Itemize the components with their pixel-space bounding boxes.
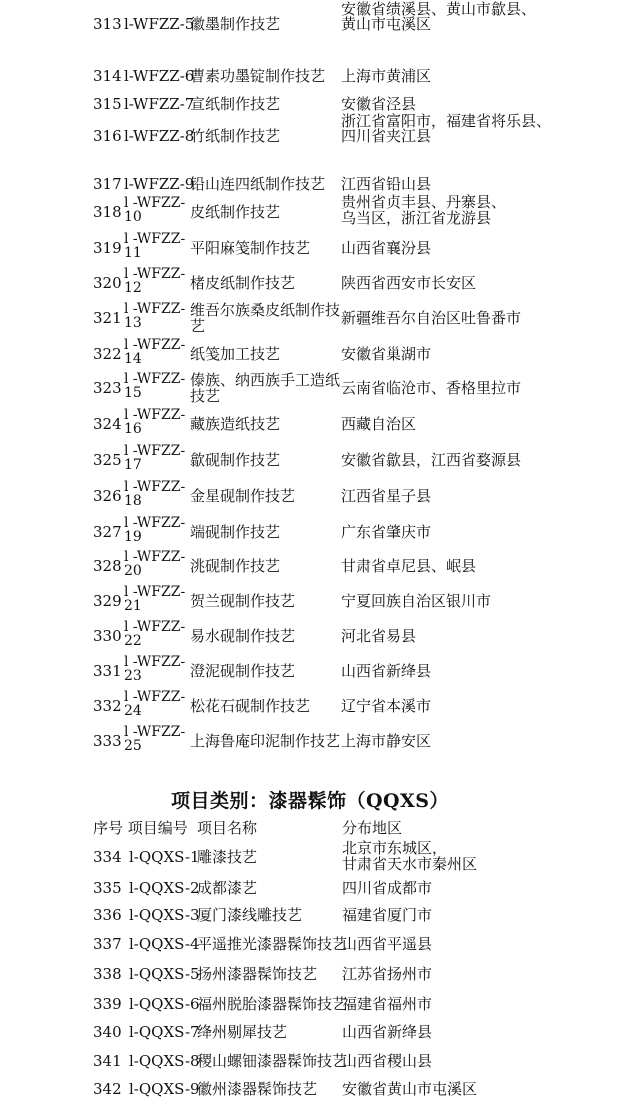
row-name: 金星砚制作技艺 bbox=[190, 487, 296, 505]
row-region: 福建省福州市 bbox=[342, 995, 433, 1013]
row-region: 江苏省扬州市 bbox=[342, 965, 433, 983]
row-name: 平阳麻笺制作技艺 bbox=[190, 239, 311, 257]
row-region: 山西省稷山县 bbox=[342, 1052, 433, 1070]
row-code: l -WFZZ- 22 bbox=[124, 619, 186, 649]
row-code: l -WFZZ- 25 bbox=[124, 724, 186, 754]
row-number: 337 bbox=[93, 935, 122, 953]
row-number: 316 bbox=[93, 127, 122, 145]
row-region: 四川省成都市 bbox=[342, 879, 433, 897]
row-name: 稷山螺钿漆器髹饰技艺 bbox=[197, 1052, 348, 1070]
row-code: l -WFZZ- 21 bbox=[124, 584, 186, 614]
row-name: 松花石砚制作技艺 bbox=[190, 697, 311, 715]
row-number: 315 bbox=[93, 95, 122, 113]
row-name: 楮皮纸制作技艺 bbox=[190, 274, 296, 292]
row-name: 竹纸制作技艺 bbox=[190, 127, 281, 145]
row-name: 雕漆技艺 bbox=[197, 848, 258, 866]
row-name: 宣纸制作技艺 bbox=[190, 95, 281, 113]
row-number: 332 bbox=[93, 697, 122, 715]
row-name: 贺兰砚制作技艺 bbox=[190, 592, 296, 610]
row-code: l-WFZZ-9 bbox=[124, 175, 195, 193]
row-number: 334 bbox=[93, 848, 122, 866]
row-number: 314 bbox=[93, 67, 122, 85]
row-region: 贵州省贞丰县、丹寨县、 乌当区，浙江省龙游县 bbox=[341, 193, 507, 227]
row-code: l -WFZZ- 16 bbox=[124, 407, 186, 437]
header-name: 项目名称 bbox=[197, 819, 258, 837]
row-region: 江西省铅山县 bbox=[341, 175, 432, 193]
row-code: l -WFZZ- 14 bbox=[124, 337, 186, 367]
row-code: l-WFZZ-5 bbox=[124, 15, 195, 33]
row-region: 新疆维吾尔自治区吐鲁番市 bbox=[341, 309, 522, 327]
row-region: 安徽省巢湖市 bbox=[341, 345, 432, 363]
row-region: 福建省厦门市 bbox=[342, 906, 433, 924]
row-name: 洮砚制作技艺 bbox=[190, 557, 281, 575]
row-code: l-QQXS-3 bbox=[129, 906, 200, 924]
row-name: 藏族造纸技艺 bbox=[190, 415, 281, 433]
row-code: l-QQXS-9 bbox=[129, 1080, 200, 1098]
row-region: 西藏自治区 bbox=[341, 415, 417, 433]
row-name: 澄泥砚制作技艺 bbox=[190, 662, 296, 680]
row-code: l-WFZZ-7 bbox=[124, 95, 195, 113]
row-name: 平遥推光漆器髹饰技艺 bbox=[197, 935, 348, 953]
row-name: 皮纸制作技艺 bbox=[190, 203, 281, 221]
row-number: 313 bbox=[93, 15, 122, 33]
row-number: 318 bbox=[93, 203, 122, 221]
row-name: 成都漆艺 bbox=[197, 879, 258, 897]
row-number: 331 bbox=[93, 662, 122, 680]
row-region: 上海市黄浦区 bbox=[341, 67, 432, 85]
row-name: 歙砚制作技艺 bbox=[190, 451, 281, 469]
row-code: l-QQXS-5 bbox=[129, 965, 200, 983]
header-region: 分布地区 bbox=[342, 819, 403, 837]
row-name: 福州脱胎漆器髹饰技艺 bbox=[197, 995, 348, 1013]
section-title: 项目类别：漆器髹饰（QQXS） bbox=[170, 790, 450, 812]
row-code: l-QQXS-6 bbox=[129, 995, 200, 1013]
row-code: l -WFZZ- 17 bbox=[124, 443, 186, 473]
row-number: 326 bbox=[93, 487, 122, 505]
row-name: 徽州漆器髹饰技艺 bbox=[197, 1080, 318, 1098]
row-region: 江西省星子县 bbox=[341, 487, 432, 505]
row-code: l -WFZZ- 23 bbox=[124, 654, 186, 684]
row-name: 徽墨制作技艺 bbox=[190, 15, 281, 33]
row-region: 陕西省西安市长安区 bbox=[341, 274, 477, 292]
row-code: l-WFZZ-8 bbox=[124, 127, 195, 145]
row-number: 328 bbox=[93, 557, 122, 575]
row-code: l -WFZZ- 13 bbox=[124, 301, 186, 331]
row-region: 山西省新绛县 bbox=[342, 1023, 433, 1041]
row-code: l -WFZZ- 12 bbox=[124, 266, 186, 296]
row-region: 云南省临沧市、香格里拉市 bbox=[341, 379, 522, 397]
row-region: 上海市静安区 bbox=[341, 732, 432, 750]
row-code: l-QQXS-2 bbox=[129, 879, 200, 897]
row-code: l -WFZZ- 10 bbox=[124, 195, 186, 225]
row-name: 曹素功墨锭制作技艺 bbox=[190, 67, 326, 85]
row-name: 维吾尔族桑皮纸制作技艺 bbox=[190, 301, 341, 335]
row-number: 330 bbox=[93, 627, 122, 645]
row-name: 傣族、纳西族手工造纸技艺 bbox=[190, 371, 341, 405]
row-code: l-QQXS-4 bbox=[129, 935, 200, 953]
row-region: 北京市东城区， 甘肃省天水市秦州区 bbox=[342, 839, 478, 873]
row-number: 319 bbox=[93, 239, 122, 257]
row-region: 山西省平遥县 bbox=[342, 935, 433, 953]
row-code: l -WFZZ- 11 bbox=[124, 231, 186, 261]
row-number: 333 bbox=[93, 732, 122, 750]
row-number: 322 bbox=[93, 345, 122, 363]
row-number: 327 bbox=[93, 523, 122, 541]
row-code: l -WFZZ- 18 bbox=[124, 479, 186, 509]
row-code: l -WFZZ- 19 bbox=[124, 515, 186, 545]
row-region: 宁夏回族自治区银川市 bbox=[341, 592, 492, 610]
row-number: 338 bbox=[93, 965, 122, 983]
row-number: 323 bbox=[93, 379, 122, 397]
row-number: 321 bbox=[93, 309, 122, 327]
row-number: 317 bbox=[93, 175, 122, 193]
row-code: l -WFZZ- 20 bbox=[124, 549, 186, 579]
row-name: 上海鲁庵印泥制作技艺 bbox=[190, 732, 341, 750]
row-number: 320 bbox=[93, 274, 122, 292]
row-name: 绛州剔犀技艺 bbox=[197, 1023, 288, 1041]
row-code: l-QQXS-7 bbox=[129, 1023, 200, 1041]
row-region: 山西省襄汾县 bbox=[341, 239, 432, 257]
row-region: 浙江省富阳市，福建省将乐县、 四川省夹江县 bbox=[341, 112, 552, 145]
row-number: 324 bbox=[93, 415, 122, 433]
row-name: 易水砚制作技艺 bbox=[190, 627, 296, 645]
row-region: 广东省肇庆市 bbox=[341, 523, 432, 541]
row-name: 端砚制作技艺 bbox=[190, 523, 281, 541]
row-number: 339 bbox=[93, 995, 122, 1013]
row-number: 329 bbox=[93, 592, 122, 610]
row-region: 安徽省绩溪县、黄山市歙县、 黄山市屯溪区 bbox=[341, 0, 537, 33]
row-region: 辽宁省本溪市 bbox=[341, 697, 432, 715]
row-code: l-QQXS-8 bbox=[129, 1052, 200, 1070]
row-region: 山西省新绛县 bbox=[341, 662, 432, 680]
row-number: 336 bbox=[93, 906, 122, 924]
row-name: 扬州漆器髹饰技艺 bbox=[197, 965, 318, 983]
row-name: 铅山连四纸制作技艺 bbox=[190, 175, 326, 193]
row-region: 安徽省歙县，江西省婺源县 bbox=[341, 451, 522, 469]
row-number: 340 bbox=[93, 1023, 122, 1041]
row-code: l -WFZZ- 24 bbox=[124, 689, 186, 719]
row-code: l-QQXS-1 bbox=[129, 848, 200, 866]
row-name: 纸笺加工技艺 bbox=[190, 345, 281, 363]
row-number: 325 bbox=[93, 451, 122, 469]
row-region: 安徽省黄山市屯溪区 bbox=[342, 1080, 478, 1098]
row-code: l-WFZZ-6 bbox=[124, 67, 195, 85]
row-region: 河北省易县 bbox=[341, 627, 417, 645]
row-number: 341 bbox=[93, 1052, 122, 1070]
row-region: 安徽省泾县 bbox=[341, 95, 417, 113]
header-no-code: 序号 项目编号 bbox=[93, 819, 188, 837]
row-number: 342 bbox=[93, 1080, 122, 1098]
row-name: 厦门漆线雕技艺 bbox=[197, 906, 303, 924]
row-region: 甘肃省卓尼县、岷县 bbox=[341, 557, 477, 575]
row-number: 335 bbox=[93, 879, 122, 897]
row-code: l -WFZZ- 15 bbox=[124, 371, 186, 401]
